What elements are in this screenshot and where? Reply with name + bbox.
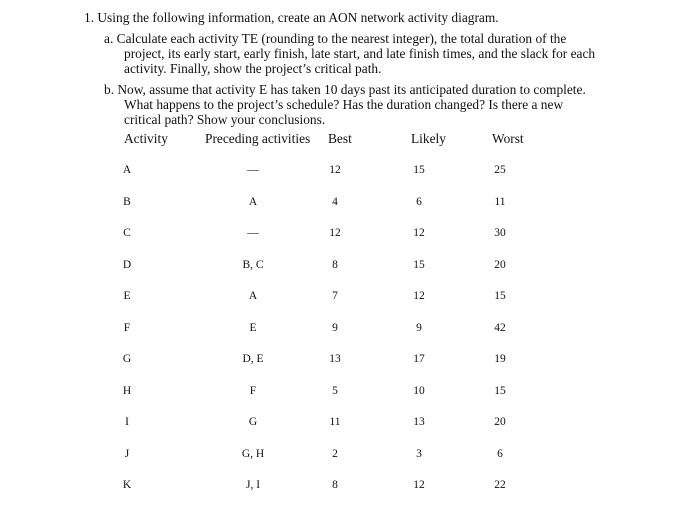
header-preceding: Preceding activities xyxy=(205,131,311,146)
cell-best: 2 xyxy=(332,447,338,460)
cell-activity: H xyxy=(122,384,132,397)
cell-best: 8 xyxy=(332,479,338,491)
cell-likely: 12 xyxy=(413,227,425,239)
cell-best: 5 xyxy=(332,384,338,397)
cell-preceding: D, E xyxy=(242,353,264,365)
cell-worst: 19 xyxy=(494,353,506,365)
part-b-line-2: What happens to the project’s schedule? Has the duration changed? Is there a new xyxy=(124,97,564,112)
part-a-line-2: project, its early start, early finish, late start, and late finish times, and the slack for each xyxy=(124,46,596,61)
cell-likely: 15 xyxy=(413,164,425,176)
cell-preceding: F xyxy=(249,384,257,397)
cell-activity: D xyxy=(122,258,132,271)
part-b-line-3: critical path? Show your conclusions. xyxy=(124,112,326,127)
cell-worst: 20 xyxy=(494,258,506,271)
cell-likely: 6 xyxy=(416,195,422,208)
cell-best: 11 xyxy=(329,416,341,428)
cell-worst: 22 xyxy=(494,479,506,491)
cell-best: 8 xyxy=(332,258,338,271)
cell-likely: 12 xyxy=(413,290,425,302)
cell-best: 13 xyxy=(329,353,341,365)
cell-preceding: — xyxy=(247,227,259,239)
cell-preceding: B, C xyxy=(242,258,264,271)
part-a-line-3: activity. Finally, show the project’s critical path. xyxy=(124,61,382,76)
cell-likely: 13 xyxy=(413,416,425,428)
cell-best: 12 xyxy=(329,164,341,176)
header-worst: Worst xyxy=(492,131,524,146)
cell-activity: J xyxy=(124,447,130,460)
header-activity: Activity xyxy=(124,131,168,146)
cell-worst: 42 xyxy=(494,321,506,334)
cell-activity: F xyxy=(123,321,131,334)
cell-worst: 15 xyxy=(494,290,506,302)
cell-activity: C xyxy=(123,227,131,239)
cell-best: 12 xyxy=(329,227,341,239)
cell-preceding: — xyxy=(247,164,259,176)
cell-preceding: A xyxy=(248,290,258,302)
part-a-line-1: a. Calculate each activity TE (rounding to the nearest integer), the total duration of the xyxy=(104,31,567,46)
cell-best: 7 xyxy=(332,290,338,302)
cell-activity: E xyxy=(123,290,131,302)
cell-preceding: E xyxy=(249,321,257,334)
cell-activity: I xyxy=(125,416,129,428)
cell-worst: 30 xyxy=(494,227,506,239)
cell-worst: 15 xyxy=(494,384,506,397)
cell-worst: 6 xyxy=(497,447,503,460)
cell-best: 4 xyxy=(332,195,338,208)
cell-likely: 15 xyxy=(413,258,425,271)
cell-worst: 25 xyxy=(494,164,506,176)
cell-activity: K xyxy=(122,479,132,491)
cell-best: 9 xyxy=(332,321,338,334)
cell-preceding: G xyxy=(248,416,258,428)
cell-likely: 9 xyxy=(416,321,422,334)
cell-activity: G xyxy=(122,353,132,365)
cell-likely: 3 xyxy=(416,447,422,460)
header-best: Best xyxy=(328,131,352,146)
cell-likely: 12 xyxy=(413,479,425,491)
question-title: 1. Using the following information, create an AON network activity diagram. xyxy=(84,10,499,25)
cell-preceding: A xyxy=(248,195,258,208)
part-b-line-1: b. Now, assume that activity E has taken 10 days past its anticipated duration to complete. xyxy=(104,82,586,97)
cell-worst: 11 xyxy=(494,195,506,208)
cell-likely: 17 xyxy=(413,353,425,365)
cell-activity: B xyxy=(123,195,131,208)
cell-preceding: J, I xyxy=(245,479,261,491)
cell-activity: A xyxy=(122,164,132,176)
header-likely: Likely xyxy=(411,131,446,146)
cell-preceding: G, H xyxy=(241,447,265,460)
cell-worst: 20 xyxy=(494,416,506,428)
cell-likely: 10 xyxy=(413,384,425,397)
